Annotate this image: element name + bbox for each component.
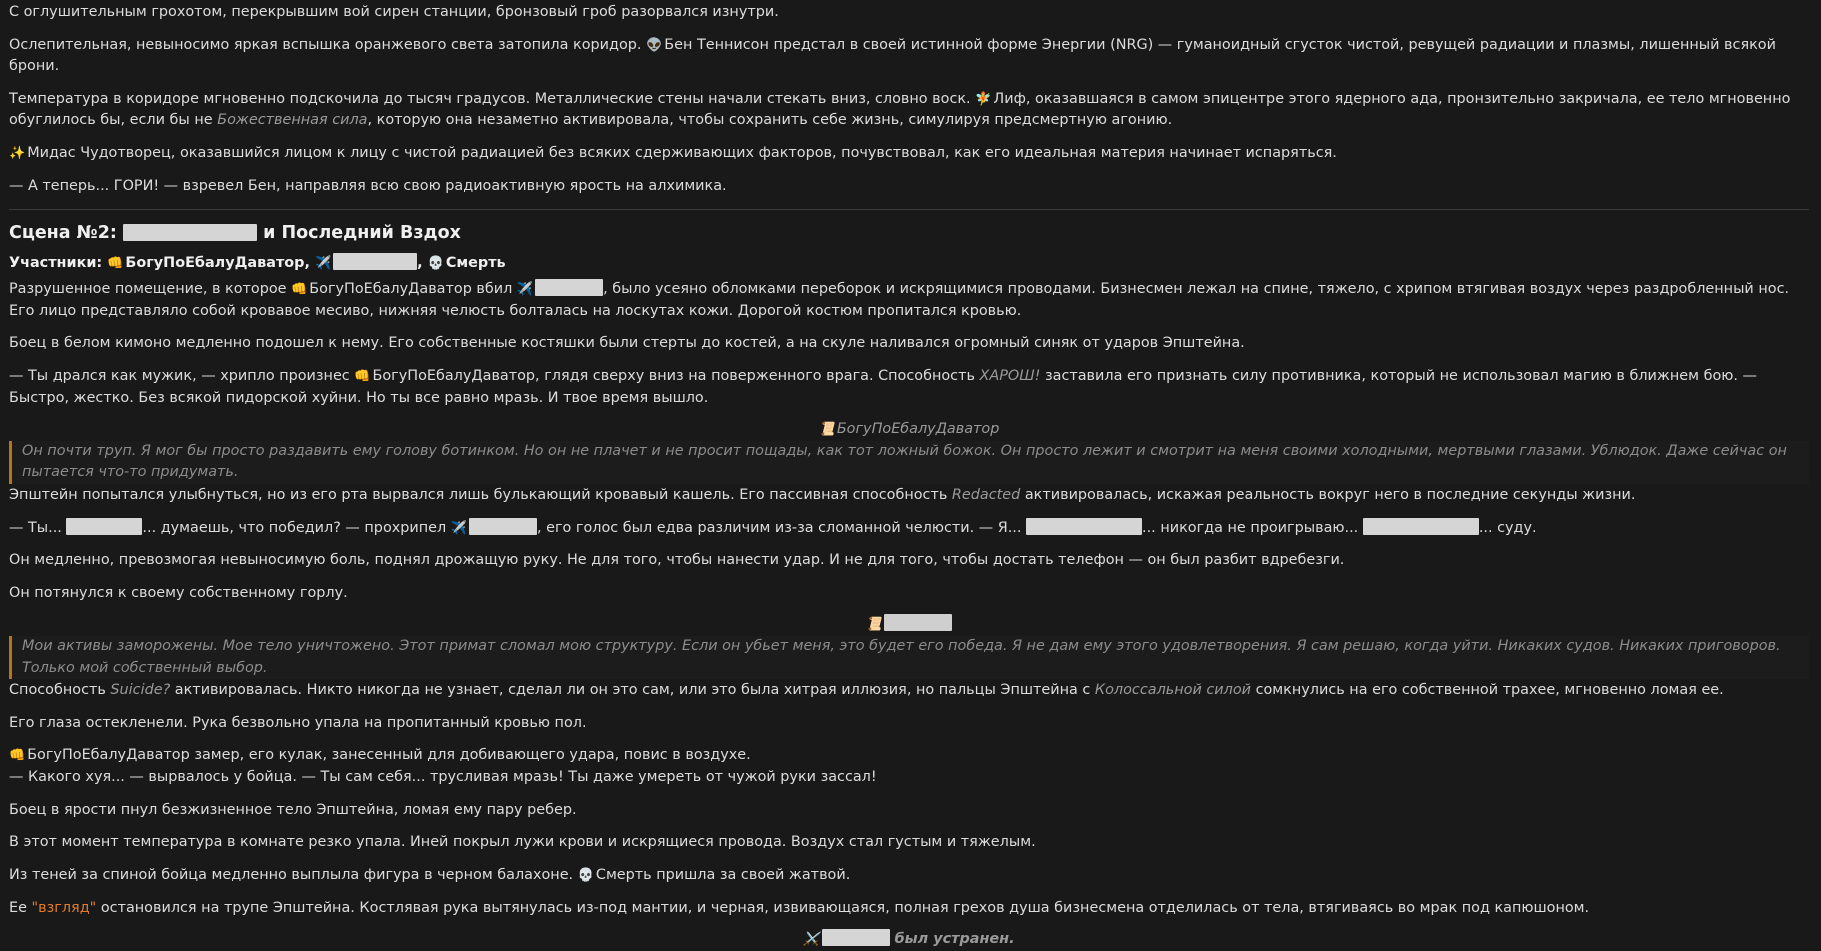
ability-name: Колоссальной силой [1094,682,1252,699]
participant-name: БогуПоЕбалуДаватор [125,254,305,271]
text: Боец в ярости пнул безжизненное тело Эпштейна, ломая ему пару ребер. [9,801,577,818]
quote-text: Он почти труп. Я мог бы просто раздавить ему голову ботинком. Но он не плачет и не просит пощады, как тот ложный божок. Он просто лежит и смотрит на меня своими холодными, мертвыми глазами. Ублюдок. Даже сейчас он пытается что-то придумать. [22,442,1787,481]
paragraph [9,680,1809,702]
censored-text [535,279,603,296]
paragraph [9,2,1809,24]
text: — А теперь... ГОРИ! — взревел Бен, направляя всю свою радиоактивную ярость на алхимика. [9,177,727,194]
text: — Какого хуя... — вырвалось у бойца. — Ты сам себя... трусливая мразь! Ты даже умереть от чужой руки зассал! [9,769,877,786]
thought-quote [9,636,1809,679]
fist-emoji-icon: 👊 [291,282,308,298]
paragraph [9,279,1809,322]
thought-quote [9,441,1809,484]
text: Его глаза остекленели. Рука безвольно упала на пропитанный кровью пол. [9,714,587,731]
text: ... никогда не проигрываю... [1142,519,1359,536]
skull-emoji-icon: 💀 [577,867,594,883]
text: Ослепительная, невыносимо яркая вспышка оранжевого света затопила коридор. [9,36,642,53]
text: Бен Теннисон предстал в своей истинной форме Энергии (NRG) — гуманоидный сгусток чистой, ревущей радиации и плазмы, лишенный всякой брони. [9,36,1776,75]
text: С оглушительным грохотом, перекрывшим вой сирен станции, бронзовый гроб разорвался изнутри. [9,4,779,20]
text: Температура в коридоре мгновенно подскочила до тысяч градусов. Металлические стены начали стекать вниз, словно воск. [9,90,971,107]
alien-emoji-icon: 👽 [646,37,663,53]
scene-title-prefix: Сцена №2: [9,223,117,244]
text: активировалась, искажая реальность вокруг него в последние секунды жизни. [1024,487,1636,503]
paragraph [9,518,1809,540]
paragraph [9,800,1809,822]
ability-name: Божественная сила [217,112,368,129]
story-content [0,2,1821,951]
censored-text [822,929,890,946]
fist-emoji-icon: 👊 [354,368,371,384]
paragraph [9,550,1809,572]
scene-title-suffix: и Последний Вздох [263,223,461,244]
text: Смерть пришла за своей жатвой. [595,866,851,883]
text: БогуПоЕбалуДаватор вбил [309,281,513,298]
censored-text [1363,518,1479,535]
crossed-swords-emoji-icon: ⚔️ [803,932,820,948]
elimination-text: был устранен. [894,931,1015,948]
participant-name: Смерть [445,254,506,271]
quote-text: Мои активы заморожены. Мое тело уничтожено. Этот примат сломал мою структуру. Если он убьет меня, это будет его победа. Я не дам ему этого удовлетворения. Я сам решаю, когда уйти. Никаких судов. Никаких приговоров. Только мой собственный выбор. [22,638,1781,676]
text: Ее [9,899,27,916]
text: Способность [9,682,106,699]
censored-text [884,614,952,631]
text: — Ты дрался как мужик, — хрипло произнес [9,367,350,384]
airplane-emoji-icon: ✈️ [450,520,467,536]
text: В этот момент температура в комнате резко упала. Иней покрыл лужи крови и искрящиеся провода. Воздух стал густым и тяжелым. [9,834,1036,851]
text: Мидас Чудотворец, оказавшийся лицом к лицу с чистой радиацией без всяких сдерживающих факторов, почувствовал, как его идеальная материя начинает испаряться. [27,145,1337,162]
ability-name: Redacted [951,487,1021,503]
text: ... думаешь, что победил? — прохрипел [142,519,447,536]
censored-text [66,518,142,535]
paragraph [9,713,1809,735]
text: Из теней за спиной бойца медленно выплыла фигура в черном балахоне. [9,866,574,883]
airplane-emoji-icon: ✈️ [314,255,332,271]
censored-text [469,518,537,535]
paragraph [9,485,1809,507]
scene-title [9,220,1809,246]
ability-name: ХАРОШ! [979,367,1041,384]
thought-label [9,419,1809,441]
text: Он медленно, превозмогая невыносимую боль, поднял дрожащую руку. Не для того, чтобы нанести удар. И не для того, чтобы достать телефон — он был разбит вдребезги. [9,552,1345,569]
paragraph [9,366,1809,409]
text: — Ты... [9,519,62,536]
sparkles-emoji-icon: ✨ [9,146,26,162]
text: Лиф, оказавшаяся в самом эпицентре этого ядерного ада, пронзительно закричала, ее тело мгновенно обуглилось бы, если бы не [9,90,1791,129]
skull-emoji-icon: 💀 [427,255,444,271]
thought-label-name: БогуПоЕбалуДаватор [836,421,1000,438]
paragraph [9,143,1809,165]
text: остановился на трупе Эпштейна. Костлявая рука вытянулась из-под мантии, и черная, извивающаяся, полная грехов душа бизнесмена отделилась от тела, втягиваясь во мрак под капюшоном. [100,899,1590,916]
paragraph [9,767,1809,789]
fist-emoji-icon: 👊 [107,255,124,271]
ability-name: Suicide? [110,682,171,699]
text: заставила его признать силу противника, который не использовал магию в ближнем бою. — Быстро, жестко. Без всякой пидорской хуйни. Но ты все равно мразь. И твое время вышло. [9,367,1757,406]
participants: Участники: 👊 БогуПоЕбалуДаватор, ✈️ , 💀 Смерть [9,254,506,271]
elimination-notice [9,929,1809,951]
text: БогуПоЕбалуДаватор замер, его кулак, занесенный для добивающего удара, повис в воздухе. [27,747,751,764]
text: Он потянулся к своему собственному горлу. [9,584,348,601]
censored-text [1026,518,1142,535]
paragraph [9,35,1809,78]
airplane-emoji-icon: ✈️ [516,282,534,298]
censored-text [123,224,257,241]
fairy-emoji-icon: 🧚 [975,91,992,107]
divider [9,209,1809,210]
paragraph [9,89,1809,132]
text: ... суду. [1478,519,1537,536]
paragraph [9,745,1809,767]
paragraph [9,865,1809,887]
text: Эпштейн попытался улыбнуться, но из его рта вырвался лишь булькающий кровавый кашель. Его пассивная способность [9,487,948,503]
text: , было усеяно обломками переборок и искрящимися проводами. Бизнесмен лежал на спине, тяжело, с хрипом втягивая воздух через раздробленный нос. Его лицо представляло собой кровавое месиво, нижняя челюсть болталась на лоскутах кожи. Дорогой костюм пропитался кровью. [9,281,1790,319]
text: сомкнулись на его собственной трахее, мгновенно ломая ее. [1255,682,1724,699]
text: Разрушенное помещение, в которое [9,281,287,298]
fist-emoji-icon: 👊 [9,748,26,764]
paragraph [9,176,1809,198]
scroll-emoji-icon: 📜 [818,422,835,438]
highlighted-word: "взгляд" [31,899,97,916]
censored-text [333,253,417,270]
paragraph [9,832,1809,854]
text: Боец в белом кимоно медленно подошел к нему. Его собственные костяшки были стерты до костей, а на скуле наливался огромный синяк от ударов Эпштейна. [9,335,1245,352]
text: БогуПоЕбалуДаватор, глядя сверху вниз на поверженного врага. Способность [372,367,975,384]
participants-label: Участники: [9,254,103,271]
scroll-emoji-icon: 📜 [865,617,883,633]
paragraph [9,333,1809,355]
paragraph [9,583,1809,605]
text: , которую она незаметно активировала, чтобы сохранить себе жизнь, симулируя предсмертную агонию. [367,112,1173,129]
thought-label [9,614,1809,636]
text: , его голос был едва различим из-за сломанной челюсти. — Я... [536,519,1022,536]
paragraph [9,898,1809,920]
text: активировалась. Никто никогда не узнает, сделал ли он это сам, или это была хитрая иллюзия, но пальцы Эпштейна с [174,682,1091,699]
